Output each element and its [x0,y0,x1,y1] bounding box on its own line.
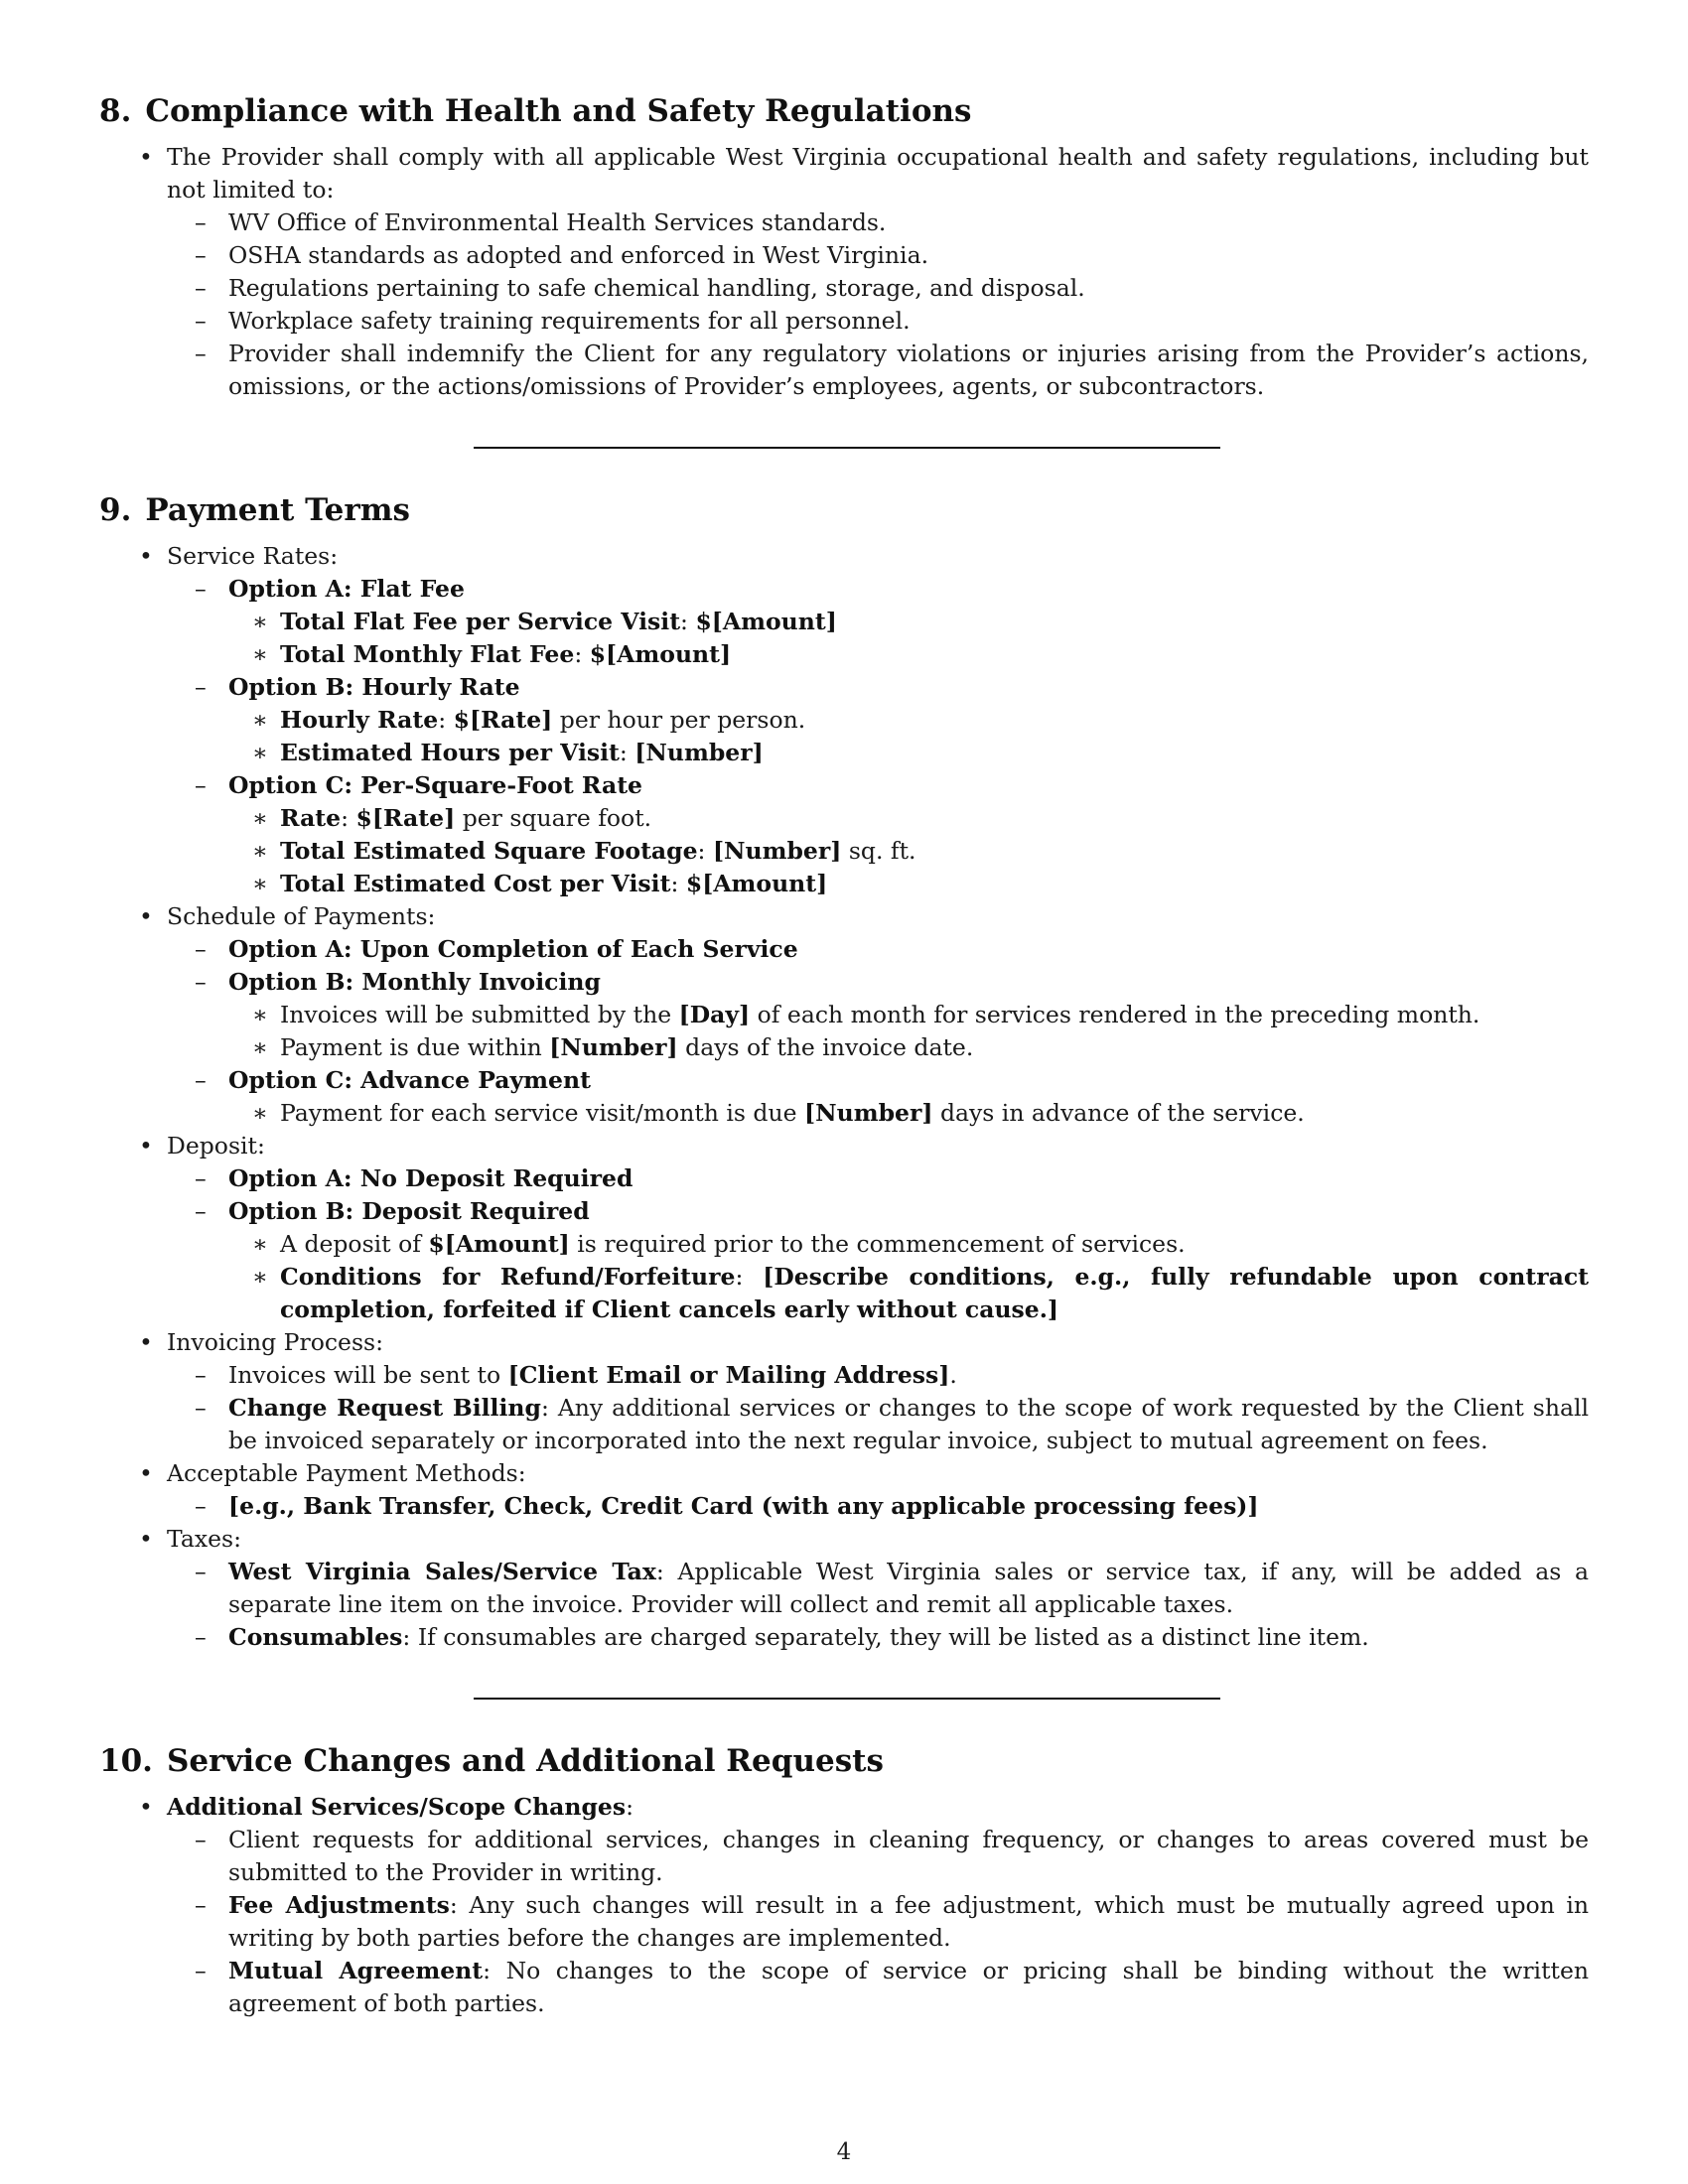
section-10 [99,1741,1589,2020]
list-item: ∗ Payment for each service visit/month is due [Number] days in advance of the service. [228,1097,1589,1130]
list-item: – [e.g., Bank Transfer, Check, Credit Card (with any applicable processing fees)] [167,1490,1589,1523]
list-item: – Consumables: If consumables are charged separately, they will be listed as a distinct line item. [167,1621,1589,1654]
list-item: ∗ Total Flat Fee per Service Visit: $[Amount] [228,606,1589,638]
rate-option-a: – Option A: Flat Fee ∗ Total Flat Fee per Service Visit: $[Amount] ∗ Total Monthly Flat Fee: $[Amount] [167,573,1589,671]
list-item: – Option C: Advance Payment ∗ Payment for each service visit/month is due [Number] days in advance of the service. [167,1064,1589,1130]
list-item: – Workplace safety training requirements for all personnel. [167,305,1589,338]
rate-option-c: – Option C: Per-Square-Foot Rate ∗ Rate: $[Rate] per square foot. ∗ Total Estimated Square Footage: [Number] sq. ft. ∗ Total Estimated Cost per Visit: $[Amount] [167,769,1589,900]
list-item: ∗ Total Estimated Square Footage: [Number] sq. ft. [228,835,1589,868]
additional-services: • Additional Services/Scope Changes: – Client requests for additional services, changes in cleaning frequency, or changes to areas covered must be submitted to the Provider in writing. – Fee Adjustments: Any such changes will result in a fee adjustment, which must be mutually agreed upon in writing by both parties before the changes are implemented. – Mutual Agreement: No changes to the scope of service or pricing shall be binding without the written agreement of both parties. [99,1791,1589,2020]
list-item: • The Provider shall comply with all applicable West Virginia occupational health and safety regulations, including but not limited to: – WV Office of Environmental Health Services standards. – OSHA standards as adopted and enforced in West Virginia. – Regulations pertaining to safe chemical handling, storage, and disposal. – Workplace safety training requirements for all personnel. – Provider shall indemnify the Client for any regulatory violations or injuries arising from the Provider’s actions, omissions, or the actions/omissions of Provider’s employees, agents, or subcontractors. [99,141,1589,403]
deposit: • Deposit: – Option A: No Deposit Required – Option B: Deposit Required ∗ A deposit of $[Amount] is required prior to the commencement of services. ∗ Conditions for Refund/Forfeiture: [Describe conditions, e.g., fully refundable upon contract completion, forfeited if Client cancels early without cause.] [99,1130,1589,1326]
list-item: – Provider shall indemnify the Client for any regulatory violations or injuries arising from the Provider’s actions, omissions, or the actions/omissions of Provider’s employees, agents, or subcontractors. [167,338,1589,403]
rate-option-b: – Option B: Hourly Rate ∗ Hourly Rate: $[Rate] per hour per person. ∗ Estimated Hours per Visit: [Number] [167,671,1589,769]
list-item: – Option A: Upon Completion of Each Service [167,933,1589,966]
list-item: ∗ Conditions for Refund/Forfeiture: [Describe conditions, e.g., fully refundable upon contract completion, forfeited if Client cancels early without cause.] [228,1261,1589,1326]
section-8 [99,91,1589,403]
list-item: – Mutual Agreement: No changes to the scope of service or pricing shall be binding without the written agreement of both parties. [167,1955,1589,2020]
document-page [99,91,1589,2020]
list-item: ∗ Rate: $[Rate] per square foot. [228,802,1589,835]
list-item: – Option B: Monthly Invoicing ∗ Invoices will be submitted by the [Day] of each month for services rendered in the preceding month. ∗ Payment is due within [Number] days of the invoice date. [167,966,1589,1064]
list-item: ∗ Estimated Hours per Visit: [Number] [228,737,1589,769]
list-item: ∗ Invoices will be submitted by the [Day] of each month for services rendered in the preceding month. [228,999,1589,1031]
invoicing-process: • Invoicing Process: – Invoices will be sent to [Client Email or Mailing Address]. – Change Request Billing: Any additional services or changes to the scope of work requested by the Client shall be invoiced separately or incorporated into the next regular invoice, subject to mutual agreement on fees. [99,1326,1589,1457]
payment-schedule: • Schedule of Payments: – Option A: Upon Completion of Each Service – Option B: Monthly Invoicing ∗ Invoices will be submitted by the [Day] of each month for services rendered in the preceding month. ∗ Payment is due within [Number] days of the invoice date. – Option C: Advance Payment ∗ Payment for each service visit/month is due [Number] days in advance of the service. [99,900,1589,1130]
list-item: – WV Office of Environmental Health Services standards. [167,206,1589,239]
taxes: • Taxes: – West Virginia Sales/Service Tax: Applicable West Virginia sales or service tax, if any, will be added as a separate line item on the invoice. Provider will collect and remit all applicable taxes. – Consumables: If consumables are charged separately, they will be listed as a distinct line item. [99,1523,1589,1654]
list-item: – Regulations pertaining to safe chemical handling, storage, and disposal. [167,272,1589,305]
list-item: – OSHA standards as adopted and enforced in West Virginia. [167,239,1589,272]
section-9 [99,490,1589,1654]
list-item: ∗ Total Monthly Flat Fee: $[Amount] [228,638,1589,671]
section-8-heading: 8. Compliance with Health and Safety Regulations [99,93,972,129]
list-item: – Option A: No Deposit Required [167,1162,1589,1195]
section-9-heading: 9. Payment Terms [99,492,410,528]
list-item: ∗ A deposit of $[Amount] is required prior to the commencement of services. [228,1228,1589,1261]
section-divider [474,447,1220,449]
list-item: ∗ Hourly Rate: $[Rate] per hour per person. [228,704,1589,737]
section-divider [474,1698,1220,1700]
service-rates: • Service Rates: – Option A: Flat Fee ∗ Total Flat Fee per Service Visit: $[Amount] ∗ Total Monthly Flat Fee: $[Amount] – Option B: Hourly Rate ∗ Hourly Rate: $[Rate] per hour per person. ∗ Estimated Hours per Visit: [Number] – Option C: Per-Square-Foot Rate ∗ Rate: $[Rate] per square foot. ∗ Total Estimated Square Footage: [Number] sq. ft. ∗ Total Estimated Cost per Visit: $[Amount] [99,540,1589,900]
list-item: – Fee Adjustments: Any such changes will result in a fee adjustment, which must be mutually agreed upon in writing by both parties before the changes are implemented. [167,1889,1589,1955]
list-item: – Invoices will be sent to [Client Email or Mailing Address]. [167,1359,1589,1392]
list-item: – Change Request Billing: Any additional services or changes to the scope of work requested by the Client shall be invoiced separately or incorporated into the next regular invoice, subject to mutual agreement on fees. [167,1392,1589,1457]
list-item: – Option B: Deposit Required ∗ A deposit of $[Amount] is required prior to the commencement of services. ∗ Conditions for Refund/Forfeiture: [Describe conditions, e.g., fully refundable upon contract completion, forfeited if Client cancels early without cause.] [167,1195,1589,1326]
list-item: – West Virginia Sales/Service Tax: Applicable West Virginia sales or service tax, if any, will be added as a separate line item on the invoice. Provider will collect and remit all applicable taxes. [167,1556,1589,1621]
page-number: 4 [836,2139,852,2165]
payment-methods: • Acceptable Payment Methods: – [e.g., Bank Transfer, Check, Credit Card (with any applicable processing fees)] [99,1457,1589,1523]
section-10-heading: 10. Service Changes and Additional Requests [99,1743,884,1779]
list-item: ∗ Total Estimated Cost per Visit: $[Amount] [228,868,1589,900]
list-item: ∗ Payment is due within [Number] days of the invoice date. [228,1031,1589,1064]
list-item: – Client requests for additional services, changes in cleaning frequency, or changes to areas covered must be submitted to the Provider in writing. [167,1824,1589,1889]
